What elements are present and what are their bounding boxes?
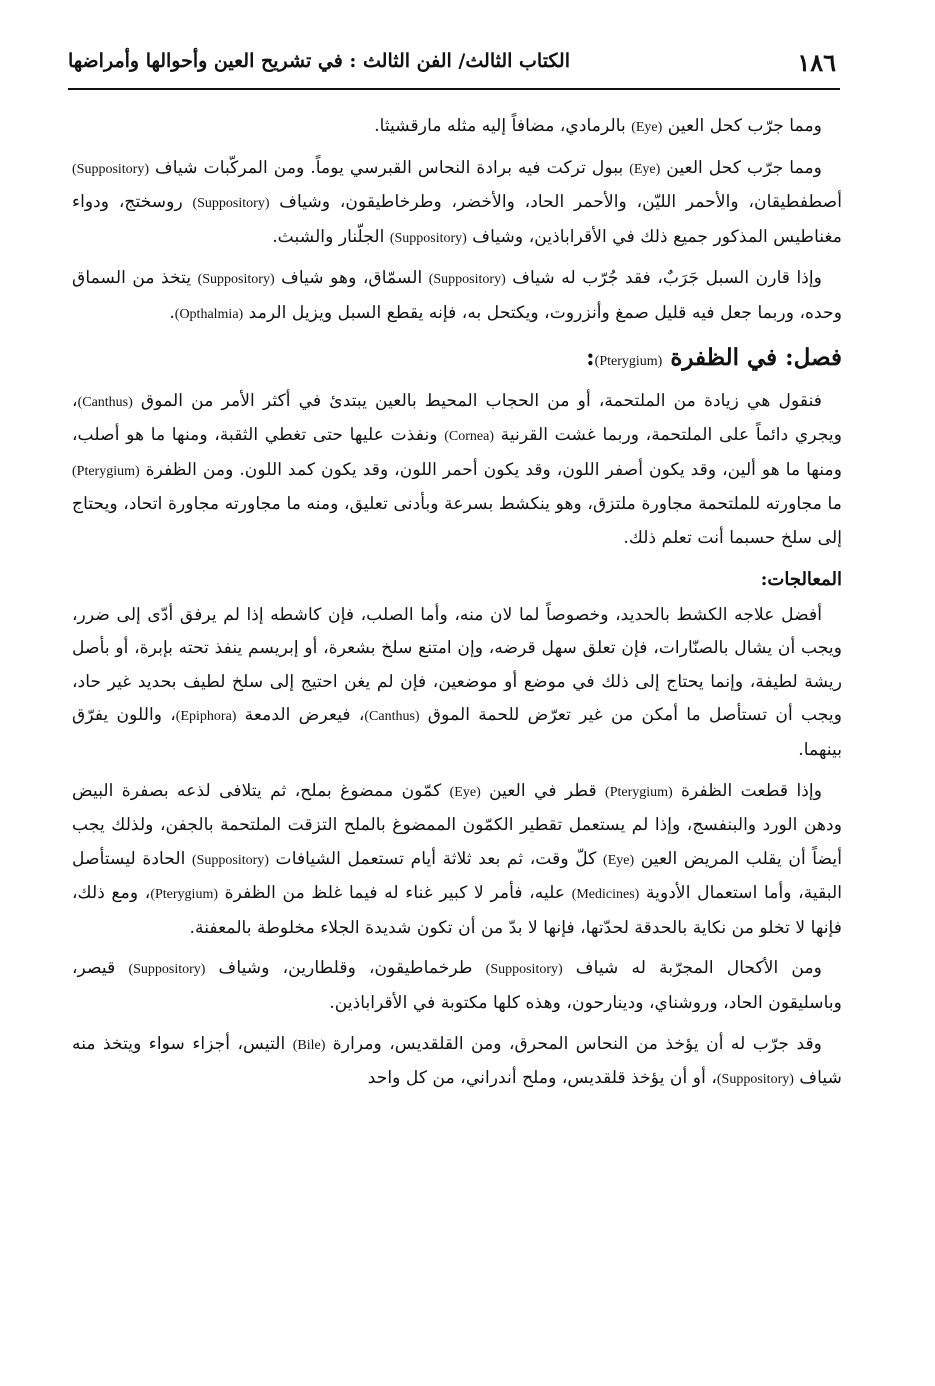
subsection-heading: المعالجات: [760, 568, 842, 590]
latin-term: (Medicines) [571, 887, 640, 903]
latin-term: (Pterygium) [605, 784, 673, 800]
latin-term: (Suppository) [192, 196, 270, 212]
paragraph: وقد جرّب له أن يؤخذ من النحاس المحرق، ومن القلقديس، ومرارة (Bile) التيس، أجزاء سواء ويتخذ منه شياف (Suppository)، أو أن يؤخذ قلقديس، وملح أندراني، من كل واحد [72, 1033, 842, 1089]
latin-term: (Opthalmia) [174, 306, 244, 322]
paragraph: ومما جرّب كحل العين (Eye) ببول تركت فيه برادة النحاس القبرسي يوماً. ومن المركّبات شياف (Suppository) أصطفطيقان، والأحمر الليّن، والأحمر الحاد، والأخضر، وطرخاطيقون، وشياف (Suppository) روسختج، ودواء مغناطيس المذكور جميع ذلك في الأقراباذين، وشياف (Suppository) الجلّنار والشبث. [72, 157, 842, 247]
paragraph: وإذا قطعت الظفرة (Pterygium) قطر في العين (Eye) كمّون ممضوغ بملح، ثم يتلافى لذعه بصفرة البيض ودهن الورد والبنفسج، وإذا لم يستعمل تقطير الكمّون الممضوغ بالملح التزقت الملتحمة بالجفن، ولذلك يجب أيضاً أن يقلب المريض العين (Eye) كلّ وقت، ثم بعد ثلاثة أيام تستعمل الشيافات (Suppository) الحادة ليستأصل البقية، وأما استعمال الأدوية (Medicines) عليه، فأمر لا كبير غناء له فيما غلظ من الظفرة (Pterygium)، ومع ذلك، فإنها لا تخلو من نكاية بالحدقة لحدّتها، فإنها لا بدّ من أن تكون شديدة الجلاء مخلوطة بالمعفنة. [72, 780, 842, 938]
latin-term: (Suppository) [485, 962, 563, 978]
paragraph: وإذا قارن السبل جَرَبٌ، فقد جُرّب له شياف (Suppository) السمّاق، وهو شياف (Suppository) يتخذ من السماق وحده، وربما جعل فيه قليل صمغ وأنزروت، ويكتحل به، فإنه يقطع السبل ويزيل الرمد (Opthalmia). [72, 268, 842, 323]
latin-term: (Pterygium) [72, 463, 140, 479]
latin-term: (Suppository) [72, 161, 149, 177]
latin-term: (Eye) [629, 161, 661, 177]
paragraph: أفضل علاجه الكشط بالحديد، وخصوصاً لما لان منه، وأما الصلب، فإن كاشطه إذا لم يرفق أدّى إلى ضرر، ويجب أن يشال بالصنّارات، فإن تعلق سهل قرضه، وإن امتنع سلخ بشعرة، أو إبريسم ينفذ تحته بإبرة، أو بأصل ريشة لطيفة، وإنما يحتاج إلى ذلك في موضع أو موضعين، فإن لم يغن احتيج إلى سلخ لطيف بحديد غير حاد، ويجب أن تستأصل ما أمكن من غير تعرّض للحمة الموق (Canthus)، فيعرض الدمعة (Epiphora)، واللون يفرّق بينهما. [72, 604, 843, 760]
running-title: الكتاب الثالث/ الفن الثالث : في تشريح العين وأحوالها وأمراضها [68, 50, 570, 72]
latin-term: (Suppository) [716, 1072, 794, 1088]
latin-term: (Suppository) [428, 272, 506, 288]
latin-term: (Suppository) [128, 962, 206, 978]
latin-term: (Eye) [603, 852, 635, 868]
paragraph: ومن الأكحال المجرّبة له شياف (Suppository) طرخماطيقون، وقلطارين، وشياف (Suppository) قيصر، وباسليقون الحاد، وروشناي، ودينارحون، وهذه كلها مكتوبة في الأقراباذين. [72, 958, 842, 1014]
latin-term: (Epiphora) [175, 709, 237, 725]
latin-term: (Pterygium) [150, 887, 218, 903]
latin-term: (Eye) [631, 120, 663, 135]
latin-term: (Suppository) [389, 230, 467, 246]
document-body [72, 110, 842, 1104]
page-header [68, 38, 840, 90]
latin-term: (Suppository) [197, 272, 275, 288]
latin-term: (Canthus) [364, 709, 420, 725]
latin-term: (Bile) [292, 1037, 326, 1053]
latin-term: (Eye) [449, 784, 481, 800]
latin-term: (Pterygium) [594, 353, 663, 369]
page-number: ١٨٦ [797, 48, 836, 77]
latin-term: (Canthus) [77, 394, 133, 410]
latin-term: (Suppository) [191, 852, 269, 868]
paragraph: ومما جرّب كحل العين (Eye) بالرمادي، مضافاً إليه مثله مارقشيثا. [374, 116, 822, 136]
section-heading: فصل: في الظفرة (Pterygium): [586, 343, 842, 371]
paragraph: فنقول هي زيادة من الملتحمة، أو من الحجاب المحيط بالعين يبتدئ في أكثر الأمر من الموق (Canthus)، ويجري دائماً على الملتحمة، وربما غشت القرنية (Cornea) ونفذت عليها حتى تغطي الثقبة، ومنها ما هو أصلب، ومنها ما هو ألين، وقد يكون أصفر اللون، وقد يكون أحمر اللون، وقد يكون كمد اللون. ومن الظفرة (Pterygium) ما مجاورته للملتحمة مجاورة ملتزق، وهو ينكشط بسرعة وبأدنى تعليق، ومنه ما مجاورته مجاورة اتحاد، ويحتاج إلى سلخ حسبما أنت تعلم ذلك. [72, 390, 842, 548]
latin-term: (Cornea) [444, 429, 494, 445]
